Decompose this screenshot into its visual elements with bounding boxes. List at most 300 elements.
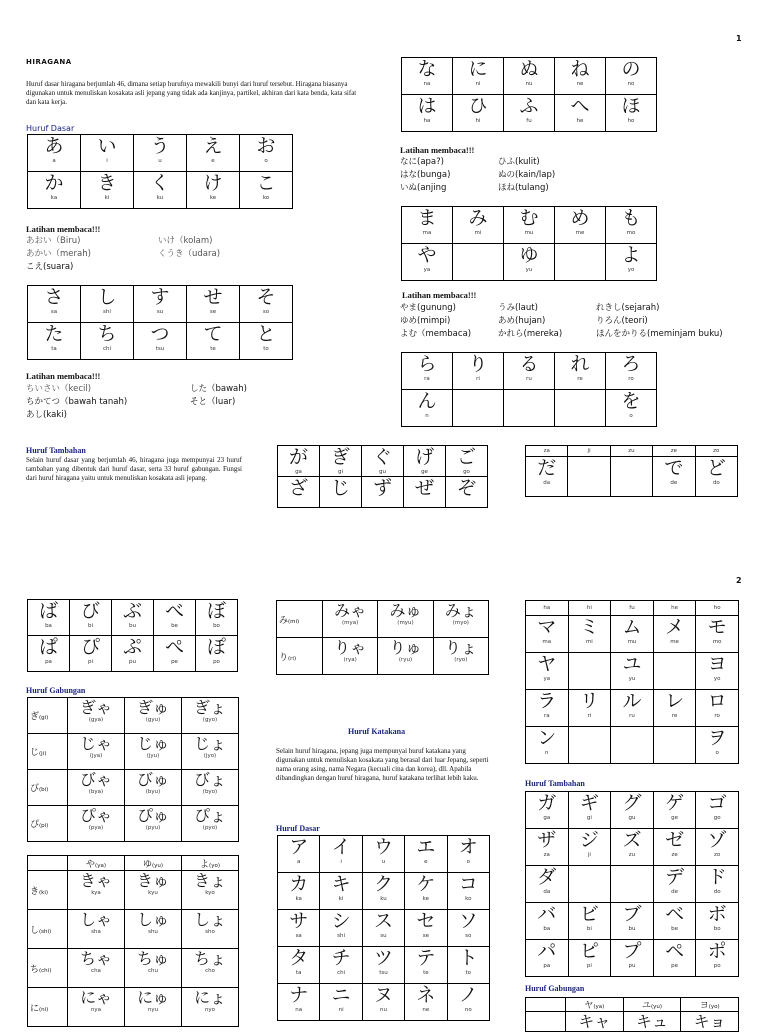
latihan-word: そと（luar) [190,397,236,407]
kana-cell [555,244,606,281]
romaji-label: na [295,1007,303,1013]
kana-cell [568,616,611,653]
kana-char: あ [44,135,64,157]
romaji-label: (gyo) [202,717,218,723]
kana-char: ちゃ [79,949,112,968]
romaji-label: me [575,230,585,236]
kana-char: メ [665,616,685,638]
romaji-label: ga [295,469,302,475]
kana-char: い [97,135,117,157]
kana-cell [112,636,154,672]
romaji-label: do [713,889,721,895]
header-cell: zo [695,446,737,457]
table-row [526,903,739,940]
romaji-label: u [381,859,386,865]
kana-char: じゅ [136,734,169,753]
kana-cell [526,727,569,764]
kana-char: ピ [579,940,599,962]
kana-cell [606,353,657,390]
kana-char: りょ [444,638,477,657]
kana-cell [555,207,606,244]
kana-cell [240,172,293,209]
hiragana-table-gyo [27,697,239,842]
kana-cell [187,323,240,360]
romaji-label: fu [526,118,532,124]
romaji-label: me [670,639,679,645]
kana-char: ア [289,836,309,858]
kana-char: ダ [537,866,557,888]
kana-char: く [150,172,170,194]
kana-cell [28,323,81,360]
romaji-label: ru [526,376,532,382]
hiragana-table-ba [27,599,238,672]
kana-cell [653,457,695,497]
kana-char: ぱ [38,636,58,658]
romaji-label: pu [129,659,136,665]
kana-char: ぜ [414,477,434,499]
kana-char: ち [97,323,117,345]
kana-cell [28,286,81,323]
kana-cell [182,698,239,734]
kana-char: む [519,207,539,229]
kana-char: ズ [622,829,642,851]
kana-char: ポ [707,940,727,962]
row-label: ぴ(pi) [28,806,68,842]
kana-char: へ [570,95,590,117]
kana-char: ゆ [519,244,539,266]
kana-char: ら [417,353,437,375]
kana-cell [362,910,404,947]
romaji-label: shi [103,309,111,315]
page-number: 2 [736,576,742,585]
huruf-dasar-heading: Huruf Dasar [26,124,75,133]
kana-char: お [256,135,276,157]
latihan-word: ほんをかりる(meminjam buku) [596,329,723,339]
latihan-heading: Latihan membaca!!! [402,290,477,300]
kana-cell [320,947,362,984]
romaji-label: o [466,859,470,865]
kana-cell [68,988,125,1027]
header-blank [28,856,68,871]
kana-char: バ [537,903,557,925]
romaji-label: (pyu) [145,825,161,831]
kana-char: ぎゃ [79,698,112,717]
kana-char: な [417,58,437,80]
kana-char: ちゅ [136,949,169,968]
kana-cell [320,873,362,910]
kana-cell [446,477,488,508]
romaji-label: (byu) [145,789,161,795]
kana-cell [653,792,696,829]
kana-cell [504,95,555,132]
kana-cell [696,903,739,940]
kana-cell [402,207,453,244]
kana-char: パ [537,940,557,962]
header-cell: ze [653,446,695,457]
romaji-label: ge [421,469,428,475]
kana-char: ラ [537,690,557,712]
romaji-label: yu [525,267,533,273]
table-header-row [28,856,239,871]
kana-cell [402,353,453,390]
kana-char: びゃ [79,770,112,789]
kana-cell [362,947,404,984]
kana-char: グ [622,792,642,814]
romaji-label: ya [543,676,551,682]
romaji-label: do [712,480,720,486]
latihan-heading: Latihan membaca!!! [26,224,101,234]
table-row [278,947,490,984]
latihan-word: やま(gunung) [400,303,456,313]
kana-cell [81,323,134,360]
table-row [526,457,738,497]
kana-cell [402,244,453,281]
kana-cell [653,653,696,690]
romaji-label: ke [209,195,217,201]
kana-char: ぽ [206,636,226,658]
kana-cell [568,690,611,727]
kana-char: リ [579,690,599,712]
kana-char: ン [537,727,557,749]
kana-cell [125,949,182,988]
kana-cell [378,638,433,675]
row-label: ち(chi) [28,949,68,988]
romaji-label: so [262,309,270,315]
latihan-word: うみ(laut) [498,303,538,313]
kana-char: さ [44,286,64,308]
header-cell: he [653,601,696,616]
romaji-label: sha [91,929,101,935]
kana-char: の [621,58,641,80]
kana-char: にょ [194,988,226,1007]
kana-cell [28,600,70,636]
kana-cell [70,600,112,636]
table-row [277,638,489,675]
kana-cell [526,940,569,977]
table-row [28,871,239,910]
romaji-label: kyu [148,890,158,896]
page-number: 1 [736,34,742,43]
hiragana-table-ma [401,206,657,281]
kana-char: ペ [665,940,685,962]
kana-cell [402,58,453,95]
table-row [28,770,239,806]
romaji-label: tsu [155,346,165,352]
kana-char: サ [289,910,309,932]
romaji-label: se [422,933,429,939]
kana-cell [696,866,739,903]
kana-char: ど [706,457,726,479]
kana-cell [196,600,238,636]
header-cell: ji [568,446,610,457]
kana-cell [187,172,240,209]
kana-cell [134,323,187,360]
romaji-label: o [629,413,633,419]
kana-cell [134,172,187,209]
katakana-tambahan-heading: Huruf Tambahan [525,779,585,788]
kana-cell [611,690,654,727]
romaji-label: (pya) [88,825,104,831]
table-header-row [526,601,739,616]
kana-cell [447,836,489,873]
kana-cell [278,836,320,873]
kana-char: りゅ [389,638,422,657]
romaji-label: ra [424,376,430,382]
kana-char: ム [622,616,642,638]
romaji-label: nu [525,81,533,87]
kana-char: ひ [468,95,488,117]
table-row [28,323,293,360]
table-row [526,727,739,764]
romaji-label: (myu) [397,620,414,626]
romaji-label: pe [171,659,178,665]
kana-char: ぴ [80,636,100,658]
table-row [28,600,238,636]
romaji-label: mo [626,230,636,236]
romaji-label: bo [213,623,220,629]
table-row [526,940,739,977]
table-row [402,58,657,95]
kana-cell [568,727,611,764]
romaji-label: to [465,970,472,976]
kana-char: ぎょ [193,698,226,717]
romaji-label: nu [379,1007,387,1013]
kana-cell [447,873,489,910]
latihan-heading: Latihan membaca!!! [400,145,475,155]
row-label: び(bi) [28,770,68,806]
kana-char: オ [458,836,478,858]
kana-char: ロ [707,690,727,712]
kana-cell [568,866,611,903]
kana-cell [555,58,606,95]
kana-cell [653,727,696,764]
kana-cell [653,866,696,903]
header-blank [526,998,566,1012]
kana-cell [610,457,652,497]
romaji-label: da [543,889,551,895]
table-row [278,836,490,873]
kana-char: ヲ [707,727,727,749]
table-row [278,873,490,910]
katakana-heading: Huruf Katakana [348,727,406,736]
kana-cell [606,58,657,95]
romaji-label: (myo) [452,620,469,626]
kana-char: た [44,323,64,345]
kana-char: ギ [579,792,599,814]
romaji-label: pa [45,659,52,665]
katakana-table-gabungan [525,997,739,1032]
kana-char: ん [417,390,437,412]
romaji-label: po [213,659,220,665]
kana-cell [278,984,320,1021]
kana-char: セ [416,910,436,932]
romaji-label: (pyo) [202,825,218,831]
romaji-label: n [545,750,549,756]
table-row [526,653,739,690]
kana-cell [526,653,569,690]
kana-char: こ [256,172,276,194]
kana-cell [196,636,238,672]
latihan-word: ちいさい（kecil) [26,384,92,394]
kana-cell [504,390,555,427]
intro-paragraph: Huruf dasar hiragana berjumlah 46, dimana setiap hurufnya mewakili bunyi dari huruf tersebut. Hiragana biasanya digunakan untuk menuliskan kosakata asli jepang yang tidak ada kanjinya, partikel, akhiran dari kata benda, kata sifat dan kata kerja. [26,80,357,106]
kana-char: デ [665,866,685,888]
romaji-label: yo [713,676,721,682]
hiragana-table-na [401,57,657,132]
katakana-gabungan-heading: Huruf Gabungan [525,984,585,993]
romaji-label: mu [627,639,637,645]
kana-cell [68,770,125,806]
kana-char: が [288,446,308,468]
kana-char: ジ [579,829,599,851]
kana-cell [696,653,739,690]
kana-char: しゃ [79,910,112,929]
kana-char: は [417,95,437,117]
romaji-label: ga [543,815,551,821]
kana-char: け [203,172,223,194]
table-row [28,806,239,842]
header-cell: ho [696,601,739,616]
kana-char: ヌ [373,984,393,1006]
romaji-label: ka [295,896,302,902]
row-label: し(shi) [28,910,68,949]
kana-char: え [203,135,223,157]
kana-char: も [621,207,641,229]
kana-char: び [80,600,100,622]
romaji-label: (gya) [88,717,104,723]
kana-cell [447,947,489,984]
kana-cell [453,244,504,281]
kana-cell [653,829,696,866]
kana-cell [320,836,362,873]
romaji-label: bi [87,623,94,629]
kana-cell [112,600,154,636]
kana-cell [446,446,488,477]
romaji-label: ki [338,896,344,902]
kana-cell [125,806,182,842]
romaji-label: za [543,852,550,858]
kana-cell [182,949,239,988]
kana-char: ぬ [519,58,539,80]
kana-cell [68,734,125,770]
romaji-label: ba [543,926,551,932]
latihan-word: あめ(hujan) [498,316,546,326]
romaji-label: gu [628,815,636,821]
katakana-table-a [277,835,490,1021]
kana-char: きゅ [136,871,169,890]
kana-char: イ [331,836,351,858]
kana-cell [182,910,239,949]
kana-char: に [468,58,488,80]
romaji-label: ku [156,195,164,201]
kana-char: ト [458,947,478,969]
table-row [526,1012,739,1032]
kana-char: みゅ [389,601,422,620]
kana-cell [526,792,569,829]
latihan-heading: Latihan membaca!!! [26,371,101,381]
romaji-label: a [297,859,301,865]
kana-char: ぺ [164,636,184,658]
kana-cell [125,698,182,734]
kana-char: プ [622,940,642,962]
kana-cell [504,207,555,244]
kana-cell [611,829,654,866]
kana-cell [404,446,446,477]
header-cell: よ(yo) [182,856,239,871]
kana-cell [696,829,739,866]
romaji-label: te [423,970,429,976]
kana-char: げ [414,446,434,468]
latihan-word: くうき（udara) [158,249,221,259]
romaji-label: bo [713,926,721,932]
kana-cell [240,135,293,172]
romaji-label: to [263,346,269,352]
row-label: り(ri) [277,638,323,675]
kana-cell [606,95,657,132]
kana-char: カ [289,873,309,895]
romaji-label: ho [627,118,635,124]
kana-char: う [150,135,170,157]
latihan-word: ほね(tulang) [498,183,549,193]
romaji-label: (gyu) [145,717,161,723]
kana-cell [696,940,739,977]
kana-char: にゅ [137,988,169,1007]
kana-cell [125,734,182,770]
latihan-word: あし(kaki) [26,410,67,420]
romaji-label: te [210,346,216,352]
romaji-label: i [340,859,342,865]
romaji-label: ru [629,713,635,719]
kana-cell [611,727,654,764]
kana-char: ル [622,690,642,712]
romaji-label: da [543,480,551,486]
kana-char: て [203,323,223,345]
kana-cell [278,873,320,910]
kana-char: ガ [537,792,557,814]
romaji-label: ki [104,195,110,201]
kana-char: ず [372,477,392,499]
header-cell: ユ(yu) [623,998,681,1012]
romaji-label: ta [51,346,57,352]
kana-char: べ [164,600,184,622]
romaji-label: zu [628,852,636,858]
romaji-label: pi [586,963,592,969]
tambahan-paragraph: Selain huruf dasar yang berjumlah 46, hiragana juga mempunyai 23 huruf tambahan yang dibentuk dari huruf dasar, serta 33 huruf gabungan. Fungsi dari huruf hiragana yaitu untuk menuliskan kosakata asli jepang. [26,456,242,482]
table-row [526,829,739,866]
romaji-label: ka [50,195,58,201]
kana-char: ユ [622,653,642,675]
kana-char: ゲ [665,792,685,814]
romaji-label: ko [262,195,270,201]
kana-cell [568,457,610,497]
kana-cell [320,446,362,477]
romaji-label: bu [129,623,136,629]
kana-cell [568,903,611,940]
kana-cell [362,477,404,508]
kana-cell [70,636,112,672]
kana-cell [125,988,182,1027]
kana-char: だ [537,457,557,479]
kana-cell [555,95,606,132]
latihan-word: あかい（merah) [26,249,91,259]
kana-char: チ [331,947,351,969]
kana-cell [362,984,404,1021]
kana-char: じ [330,477,350,499]
romaji-label: ke [422,896,430,902]
kana-cell [405,984,447,1021]
kana-cell [134,135,187,172]
romaji-label: so [465,933,472,939]
